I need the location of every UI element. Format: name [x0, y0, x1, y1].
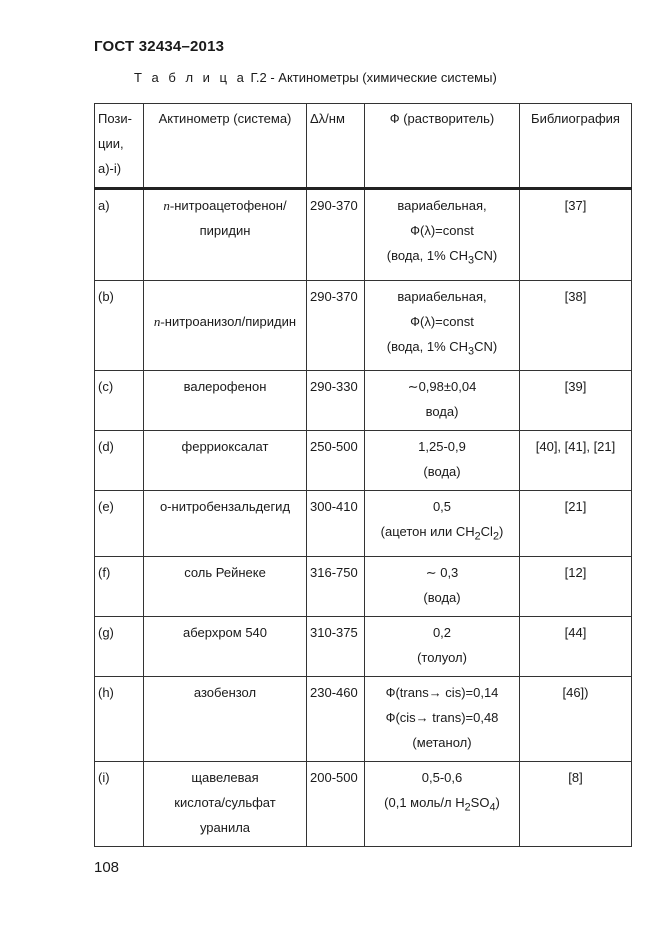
quantum-yield-line: ∼0,98±0,04	[407, 379, 477, 395]
cell-actinometer	[144, 676, 307, 761]
actinometer-line	[147, 434, 303, 459]
quantum-yield-line: (вода, 1% $CH_3CN$)	[386, 248, 498, 267]
table-row	[95, 371, 632, 431]
quantum-yield-line: 0,5	[432, 499, 452, 515]
cell-position: а)	[95, 189, 144, 281]
actinometers-table	[94, 103, 632, 847]
cell-bibliography: [39]	[520, 371, 632, 431]
cell-bibliography: [46])	[520, 676, 632, 761]
cell-quantum-yield	[365, 556, 520, 616]
actinometer-line	[147, 620, 303, 645]
cell-bibliography: [40], [41], [21]	[520, 431, 632, 491]
document-header: ГОСТ 32434–2013	[94, 38, 225, 55]
cell-quantum-yield	[365, 431, 520, 491]
actinometer-line	[147, 309, 303, 334]
actinometer-line	[147, 680, 303, 705]
actinometer-text: о-нитробензальдегид	[159, 499, 291, 515]
table-caption-title: Г.2 - Актинометры (химические системы)	[250, 70, 497, 85]
actinometer-text: азобензол	[193, 684, 257, 700]
cell-range: 316-750	[307, 556, 365, 616]
cell-actinometer	[144, 371, 307, 431]
actinometer-text: нитроанизол/пиридин	[164, 313, 297, 329]
quantum-yield-line: Ф(λ)=const	[410, 313, 474, 329]
cell-range: 300-410	[307, 491, 365, 557]
cell-range: 230-460	[307, 676, 365, 761]
actinometer-text: ферриоксалат	[181, 439, 269, 455]
actinometer-line	[147, 374, 303, 399]
header-actinometer: Актинометр (система)	[144, 104, 307, 189]
cell-range: 290-330	[307, 371, 365, 431]
cell-actinometer	[144, 556, 307, 616]
actinometer-line	[147, 218, 303, 243]
header-quantum-yield: Ф (растворитель)	[365, 104, 520, 189]
quantum-yield-line: (вода)	[423, 464, 461, 480]
actinometer-prefix: n-	[153, 313, 165, 329]
cell-bibliography: [38]	[520, 280, 632, 371]
quantum-yield-line: (ацетон или $CH_2Cl_2$)	[380, 524, 504, 543]
actinometer-text: кислота/сульфат	[174, 794, 276, 810]
quantum-yield-line: (толуол)	[417, 649, 467, 665]
table-body	[95, 189, 632, 847]
actinometer-line	[147, 560, 303, 585]
header-position-line: ции,	[98, 136, 124, 151]
quantum-yield-line: вариабельная,	[397, 288, 487, 304]
actinometer-prefix: n-	[163, 198, 175, 213]
cell-bibliography: [37]	[520, 189, 632, 281]
table-caption-word: Т а б л и ц а	[134, 70, 247, 85]
quantum-yield-line: (метанол)	[412, 734, 472, 750]
cell-bibliography: [12]	[520, 556, 632, 616]
actinometer-text: валерофенон	[183, 379, 267, 395]
cell-range: 200-500	[307, 761, 365, 846]
header-position-line: Пози-	[98, 111, 132, 126]
cell-quantum-yield	[365, 616, 520, 676]
cell-position: (e)	[95, 491, 144, 557]
table-row	[95, 761, 632, 846]
cell-actinometer	[144, 616, 307, 676]
actinometer-text: уранила	[199, 819, 251, 835]
cell-actinometer	[144, 280, 307, 371]
table-header	[95, 104, 632, 189]
cell-actinometer	[144, 189, 307, 281]
actinometer-text: соль Рейнеке	[184, 564, 266, 580]
table-caption	[134, 70, 497, 85]
quantum-yield-line: Ф(trans→ cis)=0,14	[385, 684, 499, 700]
table-row	[95, 616, 632, 676]
quantum-yield-line: 0,5-0,6	[421, 769, 463, 785]
actinometer-text: щавелевая	[191, 769, 259, 785]
cell-range: 290-370	[307, 280, 365, 371]
cell-position: (g)	[95, 616, 144, 676]
actinometer-text: пиридин	[199, 223, 251, 238]
table-row	[95, 556, 632, 616]
cell-range: 290-370	[307, 189, 365, 281]
header-position	[95, 104, 144, 189]
quantum-yield-line: (вода)	[423, 589, 461, 605]
cell-bibliography: [21]	[520, 491, 632, 557]
cell-actinometer	[144, 431, 307, 491]
cell-actinometer	[144, 761, 307, 846]
header-bibliography: Библиография	[520, 104, 632, 189]
header-row	[95, 104, 632, 189]
cell-range: 310-375	[307, 616, 365, 676]
actinometer-line	[147, 815, 303, 840]
cell-bibliography: [44]	[520, 616, 632, 676]
cell-actinometer	[144, 491, 307, 557]
page-number: 108	[94, 859, 120, 876]
quantum-yield-line: ∼ 0,3	[425, 564, 459, 580]
table-row	[95, 491, 632, 557]
quantum-yield-line: Ф(cis→ trans)=0,48	[385, 709, 499, 725]
cell-quantum-yield	[365, 761, 520, 846]
table-row	[95, 676, 632, 761]
cell-position: (h)	[95, 676, 144, 761]
actinometer-text: нитроацетофенон/	[174, 198, 287, 213]
table-row	[95, 431, 632, 491]
table-row	[95, 189, 632, 281]
cell-range: 250-500	[307, 431, 365, 491]
quantum-yield-line: (вода, 1% $CH_3CN$)	[386, 338, 498, 358]
cell-bibliography: [8]	[520, 761, 632, 846]
cell-position: (b)	[95, 280, 144, 371]
cell-position: (d)	[95, 431, 144, 491]
table-row	[95, 280, 632, 371]
cell-spacer	[147, 284, 303, 309]
actinometer-text: аберхром 540	[182, 624, 268, 640]
actinometer-line	[147, 765, 303, 790]
cell-quantum-yield	[365, 676, 520, 761]
cell-position: (i)	[95, 761, 144, 846]
quantum-yield-line: Ф(λ)=const	[410, 223, 474, 238]
actinometer-line	[147, 193, 303, 218]
cell-quantum-yield	[365, 280, 520, 371]
actinometer-line	[147, 494, 303, 519]
header-position-line: а)-i)	[98, 161, 122, 176]
quantum-yield-line: (0,1 моль/л $H_2SO_4$)	[384, 794, 500, 814]
quantum-yield-line: 1,25-0,9	[418, 439, 466, 455]
quantum-yield-line: вариабельная,	[397, 198, 487, 213]
cell-quantum-yield	[365, 371, 520, 431]
quantum-yield-line: 0,2	[432, 624, 452, 640]
cell-position: (f)	[95, 556, 144, 616]
header-range: Δλ/нм	[307, 104, 365, 189]
cell-position: (c)	[95, 371, 144, 431]
cell-quantum-yield	[365, 189, 520, 281]
cell-quantum-yield	[365, 491, 520, 557]
quantum-yield-line: вода)	[425, 404, 459, 420]
actinometer-line	[147, 790, 303, 815]
